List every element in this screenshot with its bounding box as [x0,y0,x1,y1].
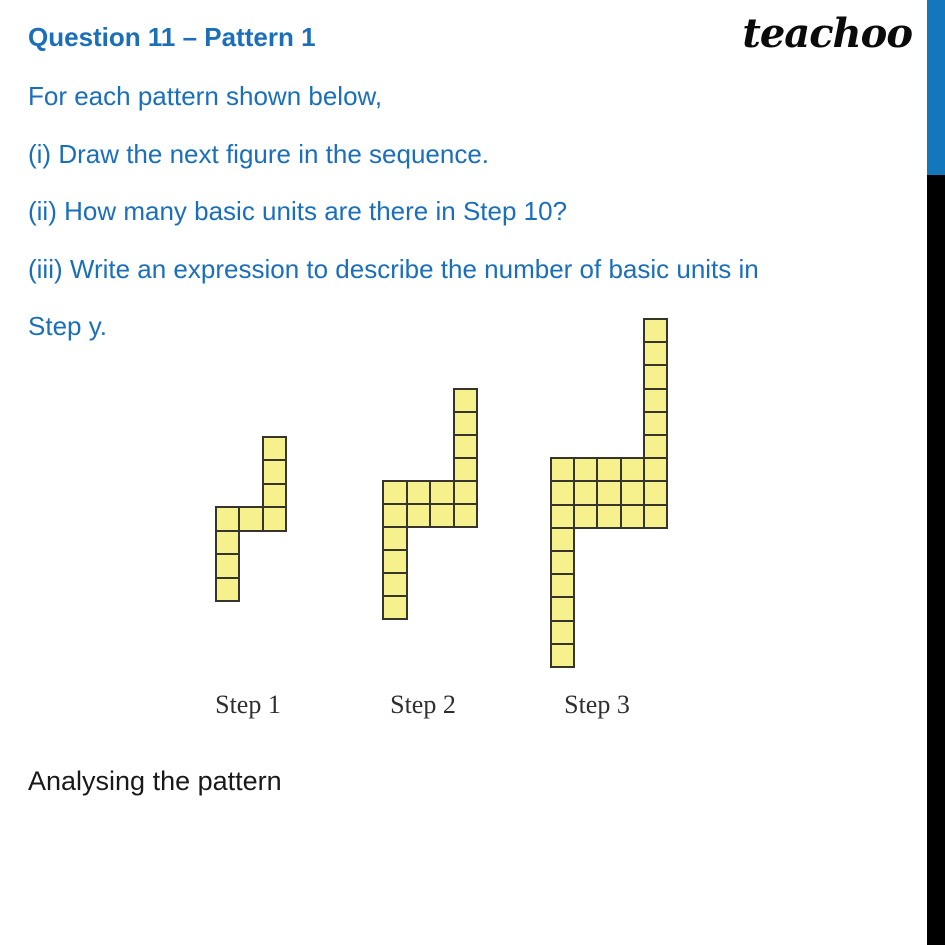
right-edge-blue-bar [927,0,945,175]
unit-square [550,620,575,645]
question-part-ii: (ii) How many basic units are there in Step 10? [28,196,568,226]
question-part-iii-cont: Step y. [28,311,108,341]
analysis-heading: Analysing the pattern [28,766,282,796]
unit-square [550,643,575,668]
unit-square [406,503,432,528]
question-part-iii: (iii) Write an expression to describe the number of basic units in [28,254,759,284]
unit-square [643,364,668,389]
unit-square [382,549,408,574]
question-part-i: (i) Draw the next figure in the sequence. [28,139,490,169]
unit-square [596,457,621,482]
unit-square [429,480,455,505]
unit-square [550,550,575,575]
unit-square [550,573,575,598]
unit-square [262,459,287,484]
step-2-figure [382,388,478,620]
unit-square [643,341,668,366]
unit-square [620,504,645,529]
unit-square [382,572,408,597]
unit-square [262,483,287,508]
step-3-figure [550,318,668,668]
unit-square [382,480,408,505]
unit-square [453,457,479,482]
unit-square [550,504,575,529]
unit-square [643,411,668,436]
unit-square [596,480,621,505]
unit-square [643,504,668,529]
unit-square [550,457,575,482]
unit-square [215,553,240,578]
unit-square [262,506,287,531]
unit-square [573,504,598,529]
unit-square [429,503,455,528]
right-edge-black-bar [927,175,945,945]
unit-square [573,457,598,482]
step-1-figure [215,436,287,602]
teachoo-logo: teachoo [742,10,912,57]
unit-square [453,503,479,528]
unit-square [453,411,479,436]
page-title: Question 11 – Pattern 1 [28,22,316,52]
unit-square [643,388,668,413]
unit-square [550,527,575,552]
unit-square [238,506,263,531]
step-3-label: Step 3 [564,690,630,719]
unit-square [550,596,575,621]
unit-square [596,504,621,529]
unit-square [382,526,408,551]
unit-square [550,480,575,505]
unit-square [620,457,645,482]
unit-square [382,595,408,620]
step-1-label: Step 1 [215,690,281,719]
unit-square [382,503,408,528]
unit-square [406,480,432,505]
unit-square [453,434,479,459]
unit-square [262,436,287,461]
unit-square [643,457,668,482]
unit-square [215,506,240,531]
unit-square [453,480,479,505]
unit-square [620,480,645,505]
unit-square [215,577,240,602]
question-intro: For each pattern shown below, [28,81,383,111]
step-2-label: Step 2 [390,690,456,719]
unit-square [643,480,668,505]
unit-square [215,530,240,555]
unit-square [573,480,598,505]
unit-square [643,434,668,459]
unit-square [453,388,479,413]
unit-square [643,318,668,343]
